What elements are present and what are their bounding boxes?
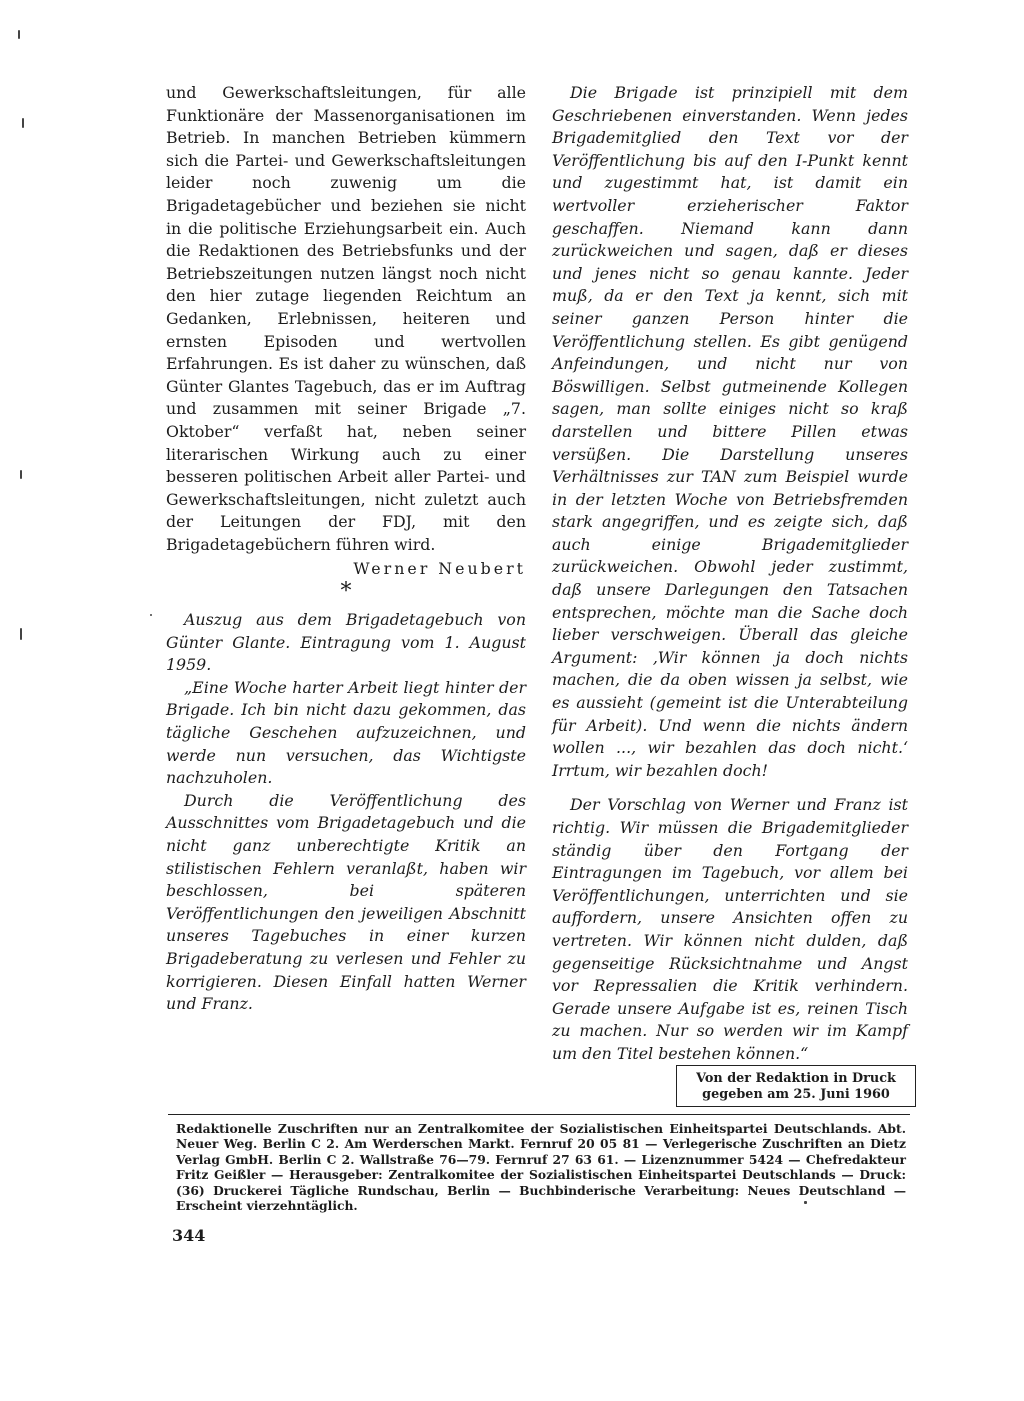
print-date-line-2: gegeben am 25. Juni 1960 — [702, 1086, 890, 1102]
right-column — [552, 82, 908, 1066]
scan-speck — [20, 470, 22, 479]
excerpt-paragraph-1: „Eine Woche harter Arbeit liegt hinter der Brigade. Ich bin nicht dazu gekommen, das tägliche Geschehen aufzuzeichnen, und werde nun versuchen, das Wichtigste nachzuholen. — [166, 677, 526, 788]
print-date-box — [676, 1065, 916, 1107]
author-signature: Werner Neubert — [353, 559, 526, 579]
excerpt-paragraph-2: Durch die Veröffentlichung des Ausschnittes vom Brigadetagebuch und die nicht ganz unberechtigte Kritik an stilistischen Fehlern veranlaßt, haben wir beschlossen, bei späteren Veröffentlichungen den jeweiligen Abschnitt unseres Tagebuches in einer kurzen Brigadeberatung zu verlesen und Fehler zu korrigieren. Diesen Einfall hatten Werner und Franz. — [166, 790, 526, 1014]
scan-speck — [150, 614, 152, 616]
scan-speck — [804, 1201, 807, 1204]
print-date-line-1: Von der Redaktion in Druck — [696, 1071, 896, 1086]
scan-speck — [22, 118, 24, 128]
excerpt-intro: Auszug aus dem Brigadetagebuch von Günter Glante. Eintragung vom 1. August 1959. — [166, 610, 526, 675]
scan-speck — [20, 628, 22, 640]
section-separator-star: * — [340, 579, 352, 605]
left-paragraph-1: und Gewerkschaftsleitungen, für alle Funktionäre der Massenorganisationen im Betrieb. In manchen Betrieben kümmern sich die Partei- und Gewerkschaftsleitungen leider noch zuwenig um die Brigadetagebücher und beziehen sie nicht in die politische Erziehungsarbeit ein. Auch die Redaktionen des Betriebsfunks und der Betriebszeitungen nutzen längst noch nicht den hier zutage liegenden Reichtum an Gedanken, Erlebnissen, heiteren und ernsten Episoden und wertvollen Erfahrungen. Es ist daher zu wünschen, daß Günter Glantes Tagebuch, das er im Auftrag und zusammen mit seiner Brigade „7. Oktober“ verfaßt hat, neben seiner literarischen Wirkung auch zu einer besseren politischen Arbeit aller Partei- und Gewerkschaftsleitungen, nicht zuletzt auch der Leitungen der FDJ, mit den Brigadetagebüchern führen wird. — [166, 83, 526, 554]
right-paragraph-1: Die Brigade ist prinzipiell mit dem Geschriebenen einverstanden. Wenn jedes Brigademitglied den Text vor der Veröffentlichung bis auf den I-Punkt kennt und zugestimmt hat, ist damit ein wertvoller erzieherischer Faktor geschaffen. Niemand kann dann zurückweichen und sagen, daß er dieses und jenes nicht so genau kannte. Jeder muß, da er den Text ja kennt, sich mit seiner ganzen Person hinter die Veröffentlichung stellen. Es gibt genügend Anfeindungen, und nicht nur von Böswilligen. Selbst gutmeinende Kollegen sagen, man sollte einiges nicht so kraß darstellen und bittere Pillen etwas versüßen. Die Darstellung unseres Verhältnisses zur TAN zum Beispiel wurde in der letzten Woche von Betriebsfremden stark angegriffen, und es zeigte sich, daß auch einige Brigademitglieder zurückweichen. Obwohl jeder zustimmt, daß unsere Darlegungen den Tatsachen entsprechen, möchte man die Sache doch lieber verschweigen. Überall das gleiche Argument: ‚Wir können ja doch nichts machen, die da oben wissen ja selbst, wie es aussieht (gemeint ist die Unterabteilung für Arbeit). Und wenn die nichts ändern wollen ..., wir bezahlen das doch nicht.‘ Irrtum, wir bezahlen doch! — [552, 83, 908, 780]
scan-speck — [18, 30, 20, 39]
imprint-text: Redaktionelle Zuschriften nur an Zentralkomitee der Sozialistischen Einheitspartei Deutschlands. Abt. Neuer Weg. Berlin C 2. Am Werderschen Markt. Fernruf 20 05 81 — Verlegerische Zuschriften an Dietz Verlag GmbH. Berlin C 2. Wallstraße 76—79. Fernruf 27 63 61. — Lizenznummer 5424 — Chefredakteur Fritz Geißler — Herausgeber: Zentralkomitee der Sozialistischen Einheitspartei Deutschlands — Druck: (36) Druckerei Tägliche Rundschau, Berlin — Buchbinderische Verarbeitung: Neues Deutschland — Erscheint vierzehntäglich. — [176, 1121, 906, 1214]
imprint-divider — [168, 1114, 910, 1115]
page-number: 344 — [172, 1226, 206, 1245]
right-paragraph-2: Der Vorschlag von Werner und Franz ist richtig. Wir müssen die Brigademitglieder ständig über den Fortgang der Eintragungen im Tagebuch, vor allem bei Veröffentlichungen, unterrichten und sie auffordern, unsere Ansichten offen zu vertreten. Wir können nicht dulden, daß gegenseitige Rücksichtnahme und Angst vor Repressalien die Kritik verhindern. Gerade unsere Aufgabe ist es, reinen Tisch zu machen. Nur so werden wir im Kampf um den Titel bestehen können.“ — [552, 795, 908, 1063]
left-column — [166, 82, 526, 1016]
